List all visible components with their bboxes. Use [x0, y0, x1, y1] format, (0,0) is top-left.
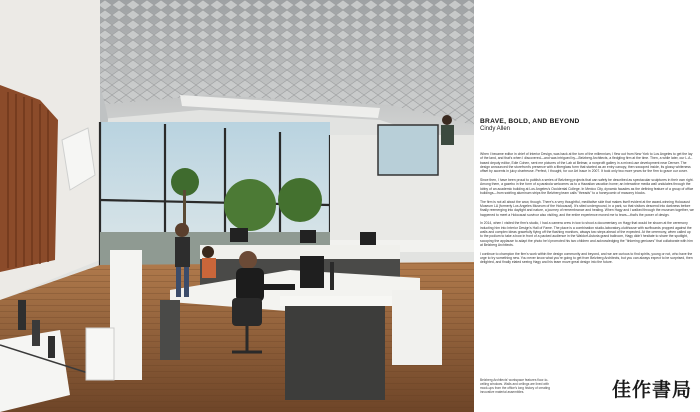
article-body	[480, 152, 694, 269]
article-paragraph: I continue to champion the firm's work within the design community and beyond, and we are curious to find spirits, young or not, who have the urge to try something new. You never know what you're going to get from Belzberg Architects, but you can always expect to be surprised, then delighted, and finally elated seeing Hagy and his team move great design into the future.	[480, 251, 693, 265]
article-author: Cindy Allen	[480, 126, 511, 132]
article-paragraph: In 2014, when I visited the firm's studio, I had a camera crew in tow to shoot a documentary on Hagy that would be shown at the ceremony inducting him into Interior Design's Hall of Fame. The place is a combination studio-laboratory-clubhouse with surfboards propped against the walls and complex ideas gracefully flying off the flashing monitors, always two steps ahead of the expected. At the ceremony, when called up to the podium to take a bow in front of a packed audience in the Waldorf-Astoria grand ballroom, Hagy didn't hesitate to share the spotlight, scooping the applause to adapt the photo he'd promoted his two children and acknowledging the "tinkering geniuses" that collaborate with him at Belzberg Architects.	[480, 221, 693, 247]
article-title: BRAVE, BOLD, AND BEYOND	[480, 118, 580, 125]
photo-caption: Belzberg Architects' workspace features floor-to-ceiling windows. Walls and ceilings are lined with mock-ups from the office's long history of creating innovative material assemblies.	[480, 378, 550, 394]
article-paragraph: Since then, I have been proud to publish a series of Belzberg projects that can safely be described as spectacular sculptures in their own right. Among them, a gazebo in the form of a parabola welcomes us to a Hawaiian vacation home; an interactive media wall undulates through the lobby of an academic building at Los Angeles's Occidental College. In Mexico City, dynamic facades as the defining feature of a group of office buildings—from swirling aluminum strips the Belzberg team calls "threads" to a honeycomb of masonry blocks.	[480, 177, 694, 195]
text-page	[474, 0, 700, 412]
article-paragraph: When I became editor in chief of Interior Design, was back at the turn of the millennium, I flew out from New York to Los Angeles to get the lay of the land, and that's when I discovered—and was intrigued by—Belzberg Architects, a fledgling firm at the time. Then, a while later, our L.A.-based deputy editor, Edie Cohen, sent me pictures of the Lab at Belmar, a nonprofit gallery in a mixed-use development near Denver. The design announced the storefront's presence with a fiberglass form that started as an entry canopy, then swooped inside, its glossy whiteness offset by accents in juicy chartreuse. Perfect, I thought, for our Art Issue in 2007. It took only two more years for the firm to grace our cover.	[480, 152, 693, 174]
article-paragraph: The firm is not all about the wow, though. There's a very thoughtful, meditative side that makes itself evident at the award-winning Holocaust Museum LA (formerly Los Angeles Museum of the Holocaust). It's sited underground, in a park, so that visitors descend into darkness before finally reemerging into daylight and nature, a journey of remembrance and healing. When Hagy and I walked through the museum together, we happened to meet a Holocaust survivor also visiting, and the entire experience moved me to tears—that's the power of design.	[480, 199, 694, 217]
publisher-watermark: 佳作書局	[611, 379, 692, 401]
